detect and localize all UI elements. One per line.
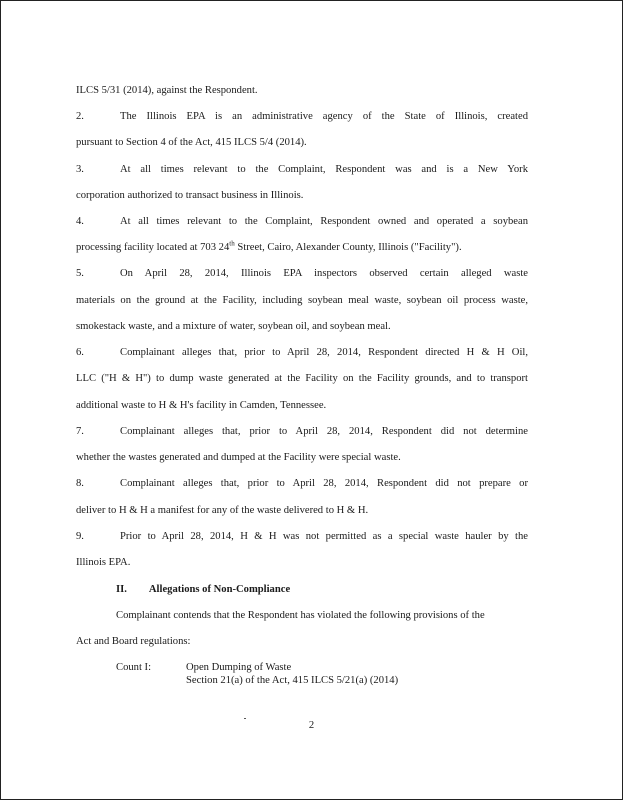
contention-line-2: Act and Board regulations: [76,636,191,647]
text-line: ILCS 5/31 (2014), against the Respondent. [76,85,258,96]
paragraph-3-line-2: corporation authorized to transact business in Illinois. [76,190,304,201]
paragraph-5-line-3: smokestack waste, and a mixture of water, soybean oil, and soybean meal. [76,321,391,332]
count-title: Open Dumping of Waste [186,662,292,673]
scan-speck [244,718,246,719]
paragraph-number: 8. [76,478,84,489]
paragraph-9-line-2: Illinois EPA. [76,557,131,568]
text-span: At all times relevant to the Complaint, Respondent owned and operated a soybean [120,216,528,227]
paragraph-number: 3. [76,164,84,175]
paragraph-number: 4. [76,216,84,227]
contention-line-1: Complainant contends that the Respondent has violated the following provisions of the [116,610,485,621]
paragraph-9-line-1 [76,531,528,543]
text-span: Complainant alleges that, prior to April 28, 2014, Respondent directed H & H Oil, [120,347,528,358]
text-span: Street, Cairo, Alexander County, Illinois ("Facility"). [234,242,462,253]
paragraph-2-line-1 [76,111,528,123]
paragraph-6-line-3: additional waste to H & H's facility in Camden, Tennessee. [76,400,327,411]
text-span: At all times relevant to the Complaint, Respondent was and is a New York [120,164,528,175]
paragraph-5-line-2: materials on the ground at the Facility, including soybean meal waste, soybean oil process waste, [76,295,528,306]
count-reference: Section 21(a) of the Act, 415 ILCS 5/21(a) (2014) [186,675,399,686]
section-heading-text: Allegations of Non-Compliance [148,584,291,595]
paragraph-6-line-2: LLC ("H & H") to dump waste generated at the Facility on the Facility grounds, and to transport [76,373,528,384]
paragraph-3-line-1 [76,164,528,176]
text-span: processing facility located at 703 24 [76,242,230,253]
text-span: On April 28, 2014, Illinois EPA inspectors observed certain alleged waste [120,268,528,279]
text-span: The Illinois EPA is an administrative agency of the State of Illinois, created [120,111,528,122]
paragraph-number: 6. [76,347,84,358]
paragraph-number: 5. [76,268,84,279]
paragraph-8-line-2: deliver to H & H a manifest for any of the waste delivered to H & H. [76,505,369,516]
text-span: Prior to April 28, 2014, H & H was not permitted as a special waste hauler by the [120,531,528,542]
paragraph-7-line-2: whether the wastes generated and dumped at the Facility were special waste. [76,452,401,463]
paragraph-5-line-1 [76,268,528,280]
superscript: th [229,239,235,248]
paragraph-number: 2. [76,111,84,122]
paragraph-6-line-1 [76,347,528,359]
section-heading-number: II. [116,584,127,595]
paragraph-7-line-1 [76,426,528,438]
page-number: 2 [308,720,315,731]
section-heading [116,584,290,596]
paragraph-8-line-1 [76,478,528,490]
text-span: Complainant alleges that, prior to April 28, 2014, Respondent did not prepare or [120,478,528,489]
paragraph-2-line-2: pursuant to Section 4 of the Act, 415 ILCS 5/4 (2014). [76,137,307,148]
paragraph-number: 9. [76,531,84,542]
count-label: Count I: [116,662,152,673]
paragraph-4-line-2 [76,239,462,254]
paragraph-number: 7. [76,426,84,437]
text-span: Complainant alleges that, prior to April 28, 2014, Respondent did not determine [120,426,528,437]
paragraph-4-line-1 [76,216,528,228]
